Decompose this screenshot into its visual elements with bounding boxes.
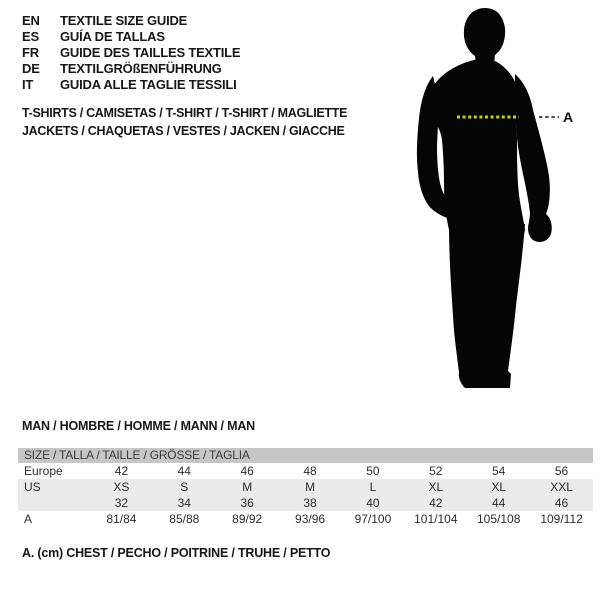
row-label: Europe (24, 464, 63, 478)
table-row-us (18, 479, 593, 495)
size-cell: 46 (554, 496, 569, 510)
language-row-de (22, 61, 240, 77)
size-cell: XS (113, 480, 130, 494)
size-cell: 105/108 (476, 512, 521, 526)
language-code: ES (22, 29, 39, 44)
language-title: GUIDE DES TAILLES TEXTILE (60, 45, 241, 60)
size-cell: L (369, 480, 377, 494)
size-table (18, 448, 593, 527)
silhouette-legs (449, 224, 525, 388)
size-cell: 48 (303, 464, 317, 478)
size-cell: 56 (554, 464, 569, 478)
language-list (22, 13, 240, 93)
size-cell: 52 (429, 464, 443, 478)
garment-categories (22, 104, 347, 140)
category-tshirts: T-SHIRTS / CAMISETAS / T-SHIRT / T-SHIRT / MAGLIETTE (22, 106, 348, 120)
size-cell: 44 (177, 464, 191, 478)
size-cell: 32 (114, 496, 129, 510)
row-label (18, 495, 90, 511)
row-label: US (24, 480, 41, 494)
table-row-europe (18, 463, 593, 479)
man-silhouette-figure (413, 6, 600, 398)
size-cell: S (180, 480, 189, 494)
language-code: FR (22, 45, 39, 60)
language-title: GUÍA DE TALLAS (60, 29, 165, 44)
size-cell: 38 (303, 496, 317, 510)
language-code: EN (22, 13, 40, 28)
language-row-it (22, 77, 240, 93)
category-jackets: JACKETS / CHAQUETAS / VESTES / JACKEN / GIACCHE (22, 124, 345, 138)
size-cell: 50 (366, 464, 380, 478)
size-cell: 101/104 (414, 512, 458, 526)
table-row-chest-a (18, 511, 593, 527)
language-row-en (22, 13, 240, 29)
size-cell: 81/84 (106, 512, 137, 526)
size-table-header: SIZE / TALLA / TAILLE / GRÖSSE / TAGLIA (18, 448, 593, 463)
silhouette-head (464, 8, 505, 64)
size-cell: 54 (492, 464, 506, 478)
language-title: TEXTILE SIZE GUIDE (60, 13, 188, 28)
measurement-footnote: A. (cm) CHEST / PECHO / POITRINE / TRUHE / PETTO (22, 546, 331, 560)
size-cell: XL (491, 480, 507, 494)
size-cell: XL (428, 480, 444, 494)
measurement-label-a: A (563, 109, 574, 125)
section-heading-man: MAN / HOMBRE / HOMME / MANN / MAN (22, 419, 255, 433)
size-cell: 40 (366, 496, 380, 510)
size-cell: 46 (240, 464, 254, 478)
size-cell: M (305, 480, 316, 494)
size-cell: 93/96 (295, 512, 326, 526)
table-row-numeric (18, 495, 593, 511)
language-row-fr (22, 45, 240, 61)
language-code: IT (22, 77, 34, 92)
size-cell: M (242, 480, 253, 494)
size-cell: 34 (177, 496, 191, 510)
language-row-es (22, 29, 240, 45)
size-cell: 42 (114, 464, 129, 478)
size-cell: XXL (550, 480, 573, 494)
size-cell: 44 (492, 496, 506, 510)
language-title: GUIDA ALLE TAGLIE TESSILI (60, 77, 237, 92)
size-cell: 42 (429, 496, 443, 510)
row-label: A (24, 512, 33, 526)
size-cell: 85/88 (169, 512, 200, 526)
size-cell: 89/92 (232, 512, 263, 526)
size-cell: 36 (240, 496, 254, 510)
language-title: TEXTILGRÖßENFÜHRUNG (60, 61, 222, 76)
size-cell: 109/112 (540, 512, 583, 526)
size-cell: 97/100 (354, 512, 392, 526)
language-code: DE (22, 61, 40, 76)
